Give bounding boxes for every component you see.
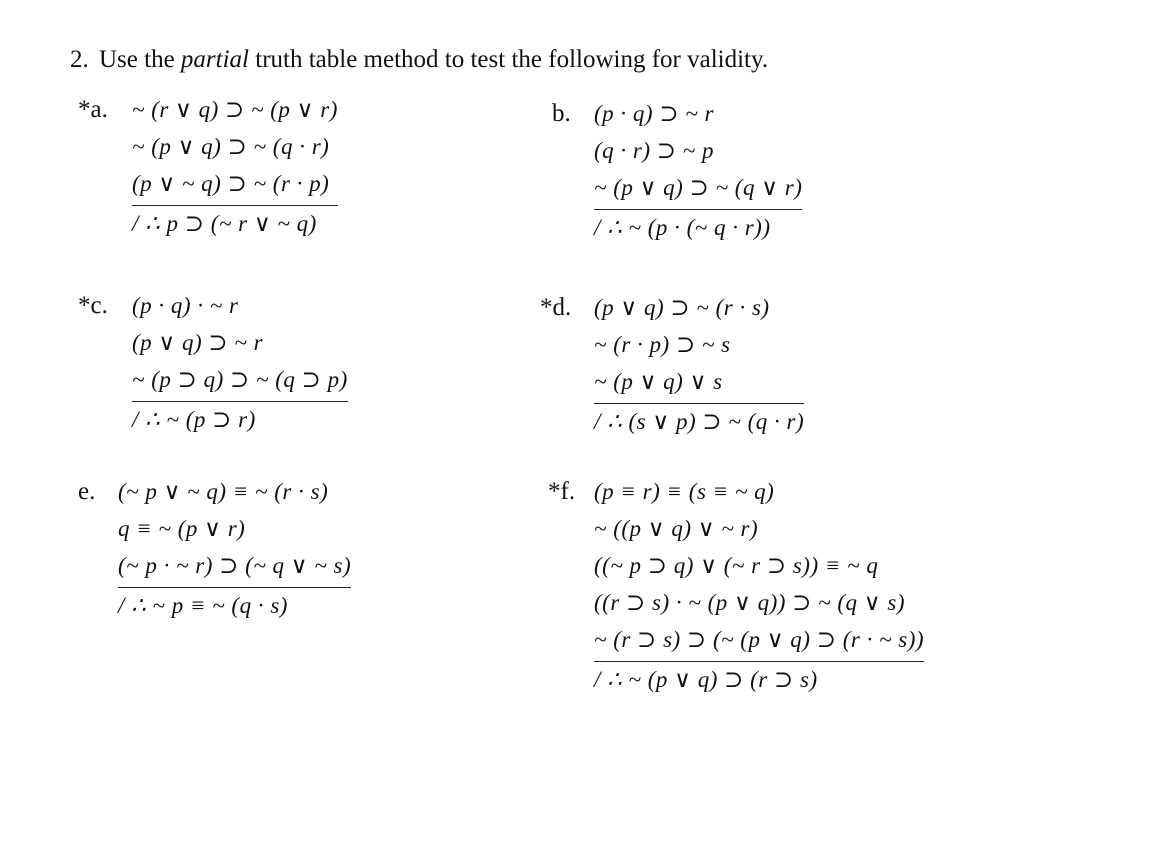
premise: (p ∨ ~ q) ⊃ ~ (r · p) bbox=[132, 171, 330, 196]
premise: ((r ⊃ s) · ~ (p ∨ q)) ⊃ ~ (q ∨ s) bbox=[594, 590, 905, 615]
instruction-emphasis: partial bbox=[180, 46, 249, 73]
premise: ~ (r ∨ q) ⊃ ~ (p ∨ r) bbox=[132, 97, 338, 122]
premise: ~ (p ∨ q) ⊃ ~ (q ∨ r) bbox=[594, 175, 803, 200]
argument bbox=[132, 94, 338, 245]
exercise-number: 2. bbox=[70, 46, 89, 73]
argument bbox=[132, 290, 348, 441]
problem-label: *d. bbox=[540, 294, 572, 321]
problem-label: e. bbox=[78, 478, 96, 505]
premise: ((~ p ⊃ q) ∨ (~ r ⊃ s)) ≡ ~ q bbox=[594, 553, 879, 578]
premise: ~ (r ⊃ s) ⊃ (~ (p ∨ q) ⊃ (r · ~ s)) bbox=[594, 627, 925, 652]
conclusion: / ∴ (s ∨ p) ⊃ ~ (q · r) bbox=[594, 403, 804, 443]
problem-label: b. bbox=[552, 100, 571, 127]
conclusion: / ∴ ~ (p · (~ q · r)) bbox=[594, 209, 802, 249]
premise: ~ ((p ∨ q) ∨ ~ r) bbox=[594, 516, 759, 541]
premise: (~ p · ~ r) ⊃ (~ q ∨ ~ s) bbox=[118, 553, 352, 578]
premise: (q · r) ⊃ ~ p bbox=[594, 138, 714, 163]
exercise-heading bbox=[70, 44, 768, 76]
premise: (p · q) ⊃ ~ r bbox=[594, 101, 714, 126]
argument bbox=[594, 476, 924, 701]
premise: (p ≡ r) ≡ (s ≡ ~ q) bbox=[594, 479, 775, 504]
premise: ~ (r · p) ⊃ ~ s bbox=[594, 332, 731, 357]
premise: ~ (p ∨ q) ∨ s bbox=[594, 369, 723, 394]
conclusion: / ∴ ~ (p ⊃ r) bbox=[132, 401, 348, 441]
problem-label: *f. bbox=[548, 478, 576, 505]
conclusion: / ∴ p ⊃ (~ r ∨ ~ q) bbox=[132, 205, 338, 245]
premise: (p · q) · ~ r bbox=[132, 293, 239, 318]
argument bbox=[594, 98, 802, 249]
premise: ~ (p ∨ q) ⊃ ~ (q · r) bbox=[132, 134, 330, 159]
premise: ~ (p ⊃ q) ⊃ ~ (q ⊃ p) bbox=[132, 367, 348, 392]
argument bbox=[118, 476, 351, 627]
premise: (p ∨ q) ⊃ ~ (r · s) bbox=[594, 295, 770, 320]
premise: (p ∨ q) ⊃ ~ r bbox=[132, 330, 264, 355]
instruction-after: truth table method to test the following for validity. bbox=[255, 46, 769, 73]
problem-label: *a. bbox=[78, 96, 108, 123]
instruction-before: Use the bbox=[99, 46, 175, 73]
premise: q ≡ ~ (p ∨ r) bbox=[118, 516, 246, 541]
argument bbox=[594, 292, 804, 443]
conclusion: / ∴ ~ p ≡ ~ (q · s) bbox=[118, 587, 351, 627]
problem-label: *c. bbox=[78, 292, 108, 319]
conclusion: / ∴ ~ (p ∨ q) ⊃ (r ⊃ s) bbox=[594, 661, 924, 701]
premise: (~ p ∨ ~ q) ≡ ~ (r · s) bbox=[118, 479, 329, 504]
